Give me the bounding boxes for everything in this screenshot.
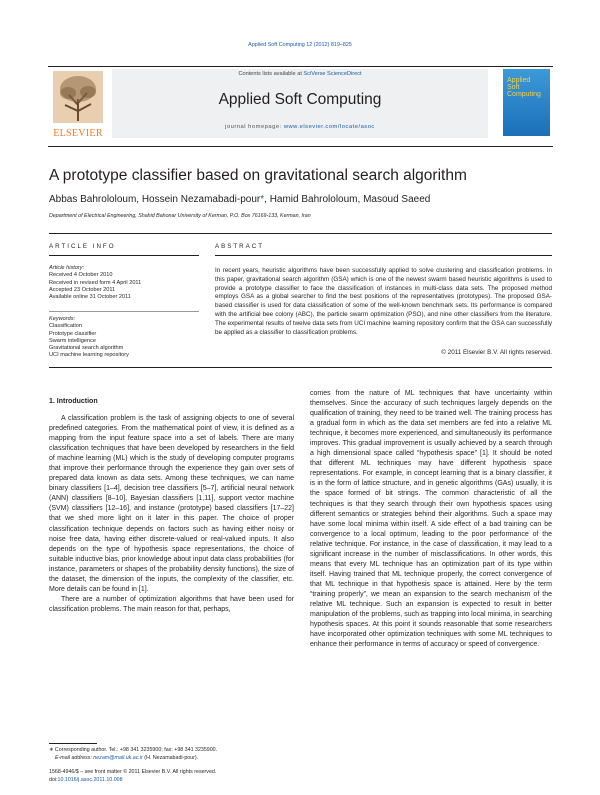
affiliation: Department of Electrical Engineering, Shahid Bahonar University of Kerman, P.O. Box 76169-133, Kerman, Iran [49,213,311,219]
history-item: Received 4 October 2010 [49,272,113,279]
history-item: Available online 31 October 2011 [49,294,131,301]
divider [49,367,552,368]
copyright: © 2011 Elsevier B.V. All rights reserved. [441,349,552,356]
email-footnote [55,755,198,761]
doi-line [49,777,123,783]
history-item: Accepted 23 October 2011 [49,286,116,293]
keywords-label: Keywords: [49,316,76,322]
contents-line [112,71,488,77]
publisher-wordmark: ELSEVIER [53,128,103,139]
article-title: A prototype classifier based on gravitational search algorithm [49,167,467,184]
abstract-text: In recent years, heuristic algorithms have been successfully applied to solve clustering and classification problems. In this paper, gravitational search algorithm (GSA) which is one of the newest swarm based heuristic algorithms is used to provide a prototype classifier to face the classification of instances in multi-class data sets. The proposed method employs GSA as a global searcher to find the best positions of the representatives (prototypes). The proposed GSA-based classifier is used for data classification of some of the well-known benchmark sets. Its performance is compared with the artificial bee colony (ABC), the particle swarm optimization (PSO), and nine other classifiers from the literature. The experimental results of twelve data sets from UCI machine learning repository confirm that the GSA can successfully be applied as a classifier to classification problems. [215,267,552,336]
keyword: UCI machine learning repository [49,352,129,359]
divider [215,255,552,256]
history-label: Article history: [49,265,85,271]
article-info-heading: ARTICLE INFO [49,243,116,250]
cover-line: Soft [507,84,520,91]
body-column-left [49,414,294,615]
elsevier-logo [50,69,106,139]
section-heading: 1. Introduction [49,398,98,405]
authors-rest: , Hamid Bahrololoum, Masoud Saeed [264,194,431,205]
divider [49,233,552,234]
paragraph: comes from the nature of ML techniques that have uncertainty within themselves. Since the accuracy of such techniques largely depends on the qualification of training, they need to be trained well. The training process has a gradual form in which as the data set members are fed into a relative ML technique, it becomes more experienced, and simultaneously its performance improves. This gradual improvement is usually achieved by a search through a high dimensional space called “hypothesis space” [1]. It should be noted that different ML techniques may have different hypothesis space representations. For example, in concept learning that is a binary classifier, it is in the form of lattice structure, and in genetic algorithms (GAs) usually, it is the space formed of bit strings. The common characteristic of all the techniques is that they search through their own hypothesis spaces using different semantics or strategies behind their algorithms. Such a space may have some local minima within itself. A side effect of a bad training can be convergence to a local optimum, leading to the poor performance of the relative technique. For instance, in the case of classification, it may lead to a significant increase in the number of misclassifications. In other words, this means that every ML technique has an optimization part of its type within itself. Having trained that ML technique properly, the correct convergence of that ML technique in that hypothesis space is attained. Here by the term “training properly”, we mean an expansion to the search mechanism of the relative ML technique. Such an expansion is expected to result in better manipulation of the problems, such as trapping into local minima, in searching hypothesis spaces. At this point it sounds reasonable that some researchers have incorporated other optimization techniques with some ML techniques to enhance their performance in terms of accuracy or speed of convergence. [310,390,552,649]
corresponding-author-mark[interactable]: * [260,194,265,205]
journal-cover [503,69,550,136]
contents-prefix: Contents lists available at [238,71,304,77]
keyword: Classification [49,323,82,330]
cover-line: Computing [507,91,541,98]
doi-link[interactable]: 10.1016/j.asoc.2011.10.008 [57,777,123,783]
body-column-right [310,389,552,650]
paragraph: There are a number of optimization algorithms that have been used for classification problems. The main reason for that, perhaps, [49,595,294,613]
sciencedirect-link[interactable]: SciVerse ScienceDirect [303,71,362,77]
abstract-heading: ABSTRACT [215,243,265,250]
issn-line: 1568-4946/$ – see front matter © 2011 Elsevier B.V. All rights reserved. [49,769,217,775]
keyword: Gravitational search algorithm [49,345,124,352]
journal-citation[interactable]: Applied Soft Computing 12 (2012) 819–825 [248,42,352,48]
email-prefix: E-mail address: [55,755,94,761]
authors-first: Abbas Bahrololoum, Hossein Nezamabadi-pour [49,194,261,205]
keyword: Swarm intelligence [49,337,96,344]
homepage-link[interactable]: www.elsevier.com/locate/asoc [283,124,375,130]
keywords [49,316,209,360]
homepage-prefix: journal homepage: [225,124,284,130]
email-suffix: (H. Nezamabadi-pour). [142,755,199,761]
email-link[interactable]: nezam@mail.uk.ac.ir [93,755,143,761]
author-list [49,194,430,205]
journal-title: Applied Soft Computing [218,91,382,108]
doi-prefix: doi: [49,777,58,783]
tree-icon [53,71,103,123]
corresponding-footnote: ∗ Corresponding author. Tel.: +98 341 3235900; fax: +98 341 3235900. [49,747,218,753]
paragraph: A classification problem is the task of assigning objects to one of several predefined categories. From the mathematical point of view, it is defined as a mapping from the input feature space into a set of labels. There are many classification techniques that have been developed by researchers in the field of machine learning (ML) which is the study of developing computer programs that improve their performance through the experience they gain over sets of prepared data known as data sets. Among these techniques, we can name binary classifiers [1–4], decision tree classifiers [5–7], artificial neural network (ANN) classifiers [8–10], Bayesian classifiers [1,11], support vector machine (SVM) classifiers [12–16], and instance (prototype) based classifiers [17–22] that we shed more light on it later in this paper. The choice of proper classification technique depends on factors such as having either noisy or noise free data, having either discrete-valued or real-valued inputs. It also depends on the type of hypothesis space representations, the choice of suitable inductive bias, prior knowledge about input data class probabilities (for instance, parameters or shapes of the probability density functions), the size of the dataset, the dimension of the inputs, the complexity of the classifier, etc. More details can be found in [1]. [49,415,294,593]
article-history [49,265,209,301]
journal-homepage [112,124,488,130]
keyword: Prototype classifier [49,330,97,337]
history-item: Received in revised form 4 April 2011 [49,279,142,286]
footnote-divider [49,743,97,744]
divider [49,255,199,256]
cover-line: Applied [507,77,531,84]
